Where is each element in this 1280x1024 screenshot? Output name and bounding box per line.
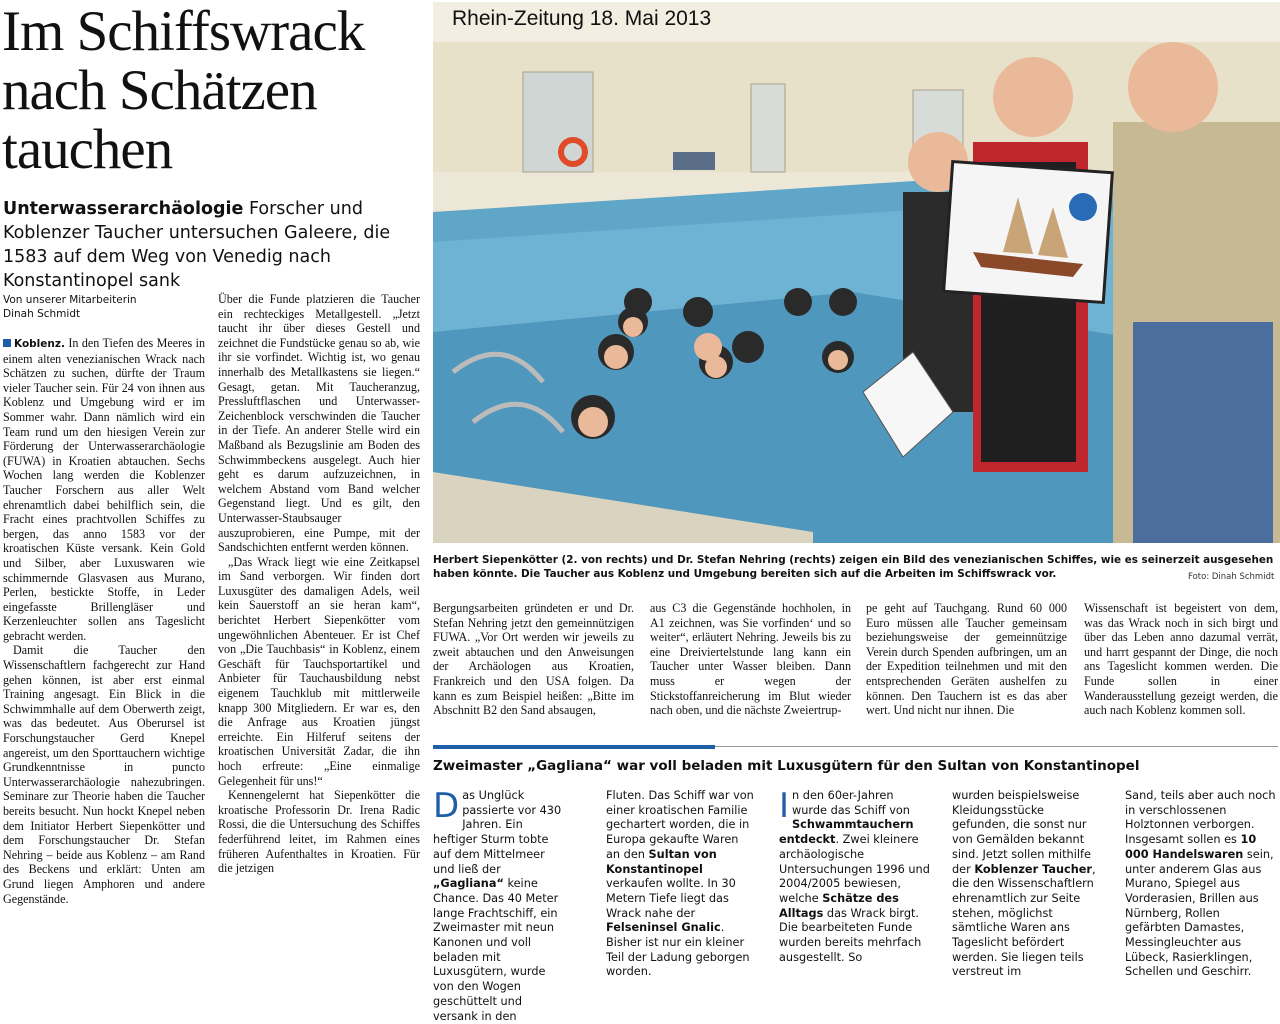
subhead-text: Forscher und Koblenzer Taucher untersuchen Galeere, die 1583 auf dem Weg von Venedig nach Konstantinopel sank [3, 199, 391, 291]
byline-intro: Von unserer Mitarbeiterin [3, 294, 137, 306]
infobox-divider [715, 746, 1278, 747]
infobox-title: Zweimaster „Gagliana“ war voll beladen mit Luxusgütern für den Sultan von Konstantinopel [433, 758, 1140, 774]
headline [2, 2, 427, 179]
photo-caption: Herbert Siepenkötter (2. von rechts) und Dr. Stefan Nehring (rechts) zeigen ein Bild des venezianischen Schiffes, wie es seinerzeit ausgesehen haben könnte. Die Taucher aus Koblenz und Umgebung bereiten sich auf die Arbeiten im Schiffswrack vor. [433, 554, 1274, 580]
dateline: Koblenz. [14, 338, 65, 350]
paragraph: aus C3 die Gegenstände hochholen, in A1 zeichnen, was Sie vorfinden‘ und so weiter“, erläutert Nehring. Jeweils bis zu eine Dreiviertelstunde lang kann ein Taucher unter Wasser bleiben. Dann muss er wegen der Stickstoffanreicherung im Blut wieder nach oben, und die nächste Zweiertrup- [650, 601, 851, 718]
article-column-2 [218, 292, 420, 876]
headline-line: nach Schätzen [2, 59, 317, 122]
byline-author: Dinah Schmidt [3, 308, 81, 320]
byline [3, 293, 137, 321]
article-column-1 [3, 336, 205, 906]
infobox-column-1: Das Unglück passierte vor 430 Jahren. Ein heftiger Sturm tobte auf dem Mittelmeer und ließ der „Gagliana“ keine Chance. Das 40 Meter lange Frachtschiff, ein Zweimaster mit neun Kanonen und voll beladen mit Luxusgütern, wurde von den Wogen geschüttelt und versank in den [433, 786, 562, 1023]
infobox-accent-rule [433, 745, 715, 749]
paragraph: pe geht auf Tauchgang. Rund 60 000 Euro müssen alle Taucher gemeinsam beziehungsweise der gemeinnützige Verein durch Spenden aufbringen, um an der Expedition teilnehmen und mit den entsprechenden Geräten aushelfen zu können. Den Tauchern ist es das aber wert. Und nicht nur ihnen. Die [866, 601, 1067, 718]
pool-photo-illustration [433, 2, 1280, 543]
headline-line: Im Schiffswrack [2, 0, 365, 63]
infobox-column-5: Sand, teils aber auch noch in verschlossenen Holztonnen verborgen. Insgesamt sollen es 10 000 Handelswaren sein, unter anderem Glas aus Murano, Spiegel aus Vorderasien, Brillen aus Nürnberg, Rollen gefärbten Damastes, Messingleuchter aus Lübeck, Rasierklingen, Schellen und Geschirr. [1125, 789, 1276, 979]
drop-cap: I [779, 786, 790, 826]
article-column-3 [433, 601, 634, 718]
subheadline [3, 197, 428, 293]
drop-cap: D [433, 786, 460, 826]
paragraph: Koblenz. In den Tiefen des Meeres in einem alten venezianischen Wrack nach Schätzen zu suchen, dürfte der Traum vieler Taucher sein. Für 24 von ihnen aus Koblenz und Umgebung wird er im Sommer wahr. Dann nämlich wird ein Team rund um den hiesigen Verein zur Förderung der Unterwasserarchäologie (FUWA) in Kroatien abtauchen. Sechs Wochen lang werden die Koblenzer Taucher Forschern aus aller Welt ehrenamtlich dabei behilflich sein, die Fracht eines prachtvollen Schiffes zu bergen, das anno 1583 vor der kroatischen Küste versank. Kein Gold und Silber, aber Luxuswaren wie schimmernde Glasvasen aus Murano, Perlen, bestickte Stoffe, in Leder eingefasste Brillengläser und Kerzenleuchter sollen ans Tageslicht gebracht werden. [3, 336, 205, 643]
headline-line: tauchen [2, 118, 173, 181]
infobox-column-3: In den 60er-Jahren wurde das Schiff von Schwammtauchern entdeckt. Zwei kleinere archäologische Untersuchungen 1996 und 2004/2005 bewiesen, welche Schätze des Alltags das Wrack birgt. Die bearbeiteten Funde wurden bereits mehrfach ausgestellt. So [779, 786, 930, 964]
subhead-kicker: Unterwasserarchäologie [3, 199, 244, 219]
photo-credit: Foto: Dinah Schmidt [1188, 572, 1275, 582]
paragraph: Damit die Taucher den Wissenschaftlern fachgerecht zur Hand gehen können, ist aber erst einmal Training angesagt. Ein Blick in die Schwimmhalle auf dem Oberwerth zeigt, was das bedeutet. Aus Oberursel ist Forschungstaucher Gerd Knepel angereist, um den Sporttauchern wichtige Grundkenntnisse in puncto Unterwasserarchäologie nahezubringen. Seminare zur Theorie haben die Taucher bereits besucht. Nun hockt Knepel neben dem Initiator Herbert Siepenkötter und dem Forschungstaucher Dr. Stefan Nehring – beide aus Koblenz – am Rand des Beckens und erklärt: Unten am Grund liegen Amphoren und andere Gegenstände. [3, 643, 205, 906]
infobox-column-2: Fluten. Das Schiff war von einer kroatischen Familie gechartert worden, die in Europa gekaufte Waren an den Sultan von Konstantinopel verkaufen wollte. In 30 Metern Tiefe liegt das Wrack nahe der Felseninsel Gnalic. Bisher ist nur ein kleiner Teil der Ladung geborgen worden. [606, 789, 754, 979]
paragraph: Über die Funde platzieren die Taucher ein rechteckiges Metallgestell. „Jetzt taucht ihr über dieses Gestell und zeichnet die Fundstücke genau so ab, wie ihr sie vorfindet. Wichtig ist, wo genau innerhalb des Metallkastens sie liegen.“ Gesagt, getan. Mit Taucheranzug, Pressluftflaschen und Unterwasser-Zeichenblock verschwinden die Taucher in der Tiefe. An anderer Stelle wird ein Maßband als Bezugslinie am Boden des Schwimmbeckens ausgelegt. Auch hier geht es darum aufzuzeichnen, in welchem Abstand vom Band welcher Gegenstand liegt. Und es gilt, den Unterwasser-Staubsauger auszuprobieren, eine Pumpe, mit der Sandschichten entfernt werden können. [218, 292, 420, 555]
infobox-column-4: wurden beispielsweise Kleidungsstücke gefunden, die sonst nur von Gemälden bekannt sind. Jetzt sollen mithilfe der Koblenzer Taucher, die den Wissenschaftlern ehrenamtlich zur Seite stehen, möglichst sämtliche Waren ans Tageslicht befördert werden. Sie liegen teils verstreut im [952, 789, 1096, 979]
article-column-4 [650, 601, 851, 718]
article-column-6 [1084, 601, 1278, 718]
paragraph: Kennengelernt hat Siepenkötter die kroatische Professorin Dr. Irena Radic Rossi, die die Untersuchung des Schiffes federführend leitet, im Rahmen eines früheren Aufenthaltes in Kroatien. Für die jetzigen [218, 788, 420, 876]
paragraph: Wissenschaft ist begeistert von dem, was das Wrack noch in sich birgt und über das Leben anno dazumal verrät, und harrt gespannt der Dinge, die noch ans Tageslicht kommen werden. Die Funde sollen in einer Wanderausstellung gezeigt werden, die auch nach Koblenz kommen soll. [1084, 601, 1278, 718]
article-column-5 [866, 601, 1067, 718]
square-bullet-icon [3, 339, 11, 347]
paragraph: „Das Wrack liegt wie eine Zeitkapsel im Sand verborgen. Wir finden dort Luxusgüter des damaligen Adels, weil kein Sauerstoff an sie heran kam“, berichtet Herbert Siepenkötter vom ungewöhnlichen Abenteuer. Er ist Chef von „Die Tauchbasis“ in Koblenz, einem Geschäft für Tauchsportartikel und Anbieter für Tauchausbildung nebst eigenem Tauchklub mit mittlerweile knapp 300 Mitgliedern. Er war es, den die Anfrage aus Kroatien jüngst erreichte. Ein Hilferuf seitens der kroatischen Universität Zadar, die ihn hoch erfreute: „Eine einmalige Gelegenheit für uns!“ [218, 554, 420, 788]
article-photo [433, 2, 1280, 543]
photo-source-label: Rhein-Zeitung 18. Mai 2013 [452, 7, 712, 30]
paragraph: Bergungsarbeiten gründeten er und Dr. Stefan Nehring jetzt den gemeinnützigen FUWA. „Vor Ort werden wir jeweils zu zweit abtauchen und den Anweisungen der Archäologen aus Kroatien, Frankreich und den USA folgen. Da kann es zum Beispiel heißen: „Bitte im Abschnitt B2 den Sand absaugen, [433, 601, 634, 718]
